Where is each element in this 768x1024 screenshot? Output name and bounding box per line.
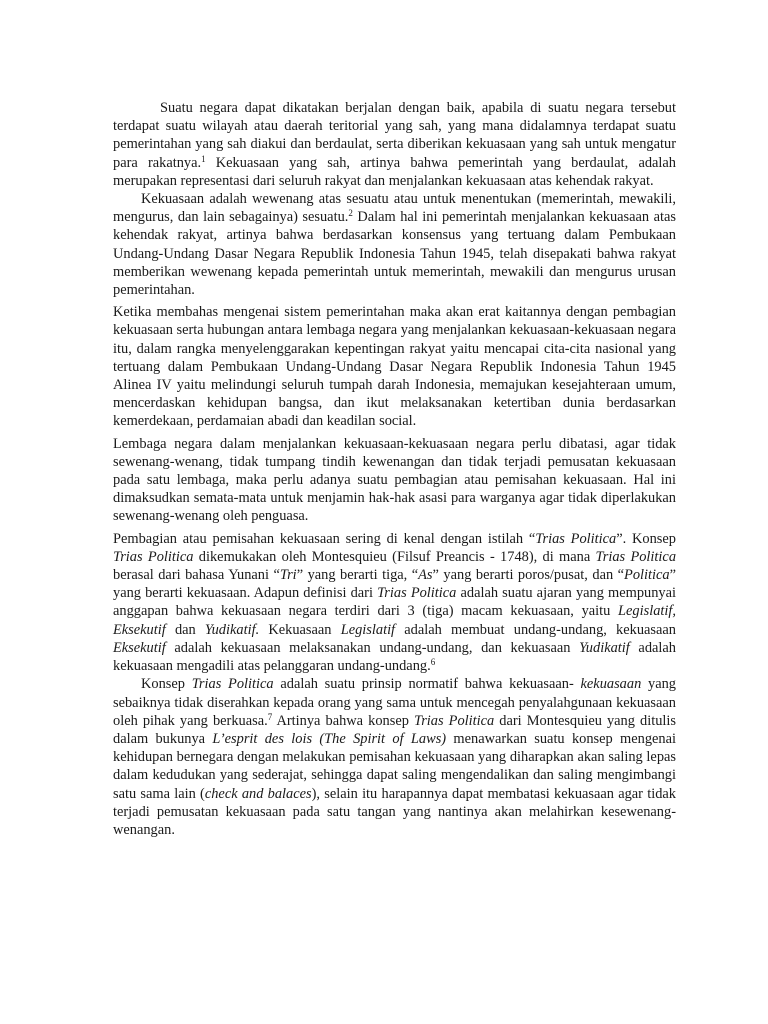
paragraph-5 (113, 530, 676, 676)
text-run: menawarkan suatu konsep mengenai kehidupan bernegara dengan melakukan pemisahan kekuasaan yang diharapkan akan saling lepas dalam kedudukan yang sederajat, sehingga dapat saling mengendalikan dan saling mengimbangi satu sama lain ( (113, 730, 676, 802)
italic-text: Legislatif (340, 621, 396, 638)
text-run: adalah kekuasaan melaksanakan undang-undang, dan kekuasaan (165, 639, 580, 656)
text-run: ” yang berarti poros/pusat, dan “ (432, 567, 625, 584)
italic-text: Trias Politica (413, 712, 495, 729)
paragraph-4 (113, 435, 676, 526)
paragraph-6 (113, 675, 676, 839)
text-run: adalah suatu prinsip normatif bahwa kekuasaan- (273, 676, 581, 693)
italic-text: Yudikatif. (204, 621, 260, 638)
paragraph-3 (113, 303, 676, 430)
text-run: ” yang berarti kekuasaan. Adapun definisi dari (113, 567, 676, 602)
italic-text: Legislatif, Eksekutif (113, 603, 676, 638)
text-run: yang sebaiknya tidak diserahkan kepada orang yang sama untuk mencegah penyalahgunaan kekuasaan oleh pihak yang berkuasa. (113, 676, 676, 729)
text-run: Artinya bahwa konsep (272, 712, 414, 729)
text-run: adalah membuat undang-undang, kekuasaan (395, 621, 676, 638)
italic-text: kekuasaan (580, 676, 642, 693)
italic-text: Trias Politica (535, 530, 617, 547)
text-run: Pembagian atau pemisahan kekuasaan sering di kenal dengan istilah “ (113, 530, 536, 547)
footnote-ref: 6 (430, 657, 436, 668)
text-run: Kekuasaan yang sah, artinya bahwa pemerintah yang berdaulat, adalah merupakan representasi dari seluruh rakyat dan menjalankan kekuasaan atas kehendak rakyat. (113, 154, 676, 189)
text-run: dari Montesquieu yang ditulis dalam bukunya (113, 712, 676, 747)
italic-text: Eksekutif (113, 639, 166, 656)
text-run: Ketika membahas mengenai sistem pemerintahan maka akan erat kaitannya dengan pembagian kekuasaan serta hubungan antara lembaga negara yang menjalankan kekuasaan-kekuasaan negara itu, dalam rangka menyelenggarakan kepentingan rakyat yaitu mencapai cita-cita nasional yang tertuang dalam Pembukaan Undang-Undang Dasar Negara Republik Indonesia Tahun 1945 Alinea IV yaitu melindungi seluruh tumpah darah Indonesia, memajukan kesejahteraan umum, mencerdaskan kehidupan bangsa, dan ikut melaksanakan ketertiban dunia berdasarkan kemerdekaan, perdamaian abadi dan keadilan social. (113, 304, 676, 430)
text-run: ), selain itu harapannya dapat membatasi kekuasaan agar tidak terjadi pemusatan kekuasaan pada satu tangan yang nantinya akan melahirkan kesewenang- wenangan. (113, 785, 676, 838)
text-run: Kekuasaan (259, 621, 341, 638)
italic-text: Tri (279, 567, 297, 584)
italic-text: As (418, 567, 433, 584)
document-page (113, 99, 676, 839)
italic-text: Trias Politica (377, 585, 457, 602)
text-run: adalah kekuasaan mengadili atas pelanggaran undang-undang. (113, 639, 676, 675)
footnote-ref: 2 (348, 208, 353, 219)
paragraph-1 (113, 99, 676, 190)
text-run: berasal dari bahasa Yunani “ (113, 567, 280, 584)
text-run: Suatu negara dapat dikatakan berjalan dengan baik, apabila di suatu negara tersebut terdapat suatu wilayah atau daerah teritorial yang sah, yang mana didalamnya terdapat suatu pemerintahan yang sah diakui dan berdaulat, serta diberikan kekuasaan yang sah untuk mengatur para rakatnya. (113, 100, 676, 171)
italic-text: Trias Politica (191, 676, 274, 693)
text-run: dikemukakan oleh Montesquieu (Filsuf Preancis - 1748), di mana (193, 548, 596, 565)
text-run: dan (165, 621, 205, 638)
italic-text: L’esprit des lois (The Spirit of Laws) (212, 730, 447, 747)
text-run: ”. Konsep (616, 530, 676, 547)
footnote-ref: 7 (267, 711, 273, 722)
footnote-ref: 1 (201, 153, 206, 164)
text-run: adalah suatu ajaran yang mempunyai anggapan bahwa kekuasaan negara terdiri dari 3 (tiga) macam kekuasaan, yaitu (113, 585, 676, 620)
text-run: Dalam hal ini pemerintah menjalankan kekuasaan atas kehendak rakyat, artinya bahwa berdasarkan konsensus yang tertuang dalam Pembukaan Undang-Undang Dasar Negara Republik Indonesia Tahun 1945, telah disepakati bahwa rakyat memberikan wewenang kepada pemerintah untuk memerintah, mewakili dan mengurus urusan pemerintahan. (113, 209, 676, 299)
italic-text: Yudikatif (579, 639, 630, 656)
text-run: Kekuasaan adalah wewenang atas sesuatu atau untuk menentukan (memerintah, mewakili, mengurus, dan lain sebagainya) sesuatu. (113, 191, 676, 226)
paragraph-2 (113, 190, 676, 299)
text-run: ” yang berarti tiga, “ (296, 567, 419, 584)
text-run: Konsep (141, 676, 192, 693)
italic-text: Trias Politica (113, 548, 194, 565)
text-run: Lembaga negara dalam menjalankan kekuasaan-kekuasaan negara perlu dibatasi, agar tidak sewenang-wenang, tidak tumpang tindih kewenangan dan tidak terjadi pemusatan kekuasaan pada satu lembaga, maka perlu adanya suatu pembagian atau pemisahan kekuasaan. Hal ini dimaksudkan semata-mata untuk menjamin hak-hak asasi para warganya agar tidak diperlakukan sewenang-wenang oleh penguasa. (113, 435, 676, 525)
italic-text: check and balaces (204, 785, 312, 802)
italic-text: Politica (624, 567, 670, 584)
italic-text: Trias Politica (595, 548, 677, 565)
